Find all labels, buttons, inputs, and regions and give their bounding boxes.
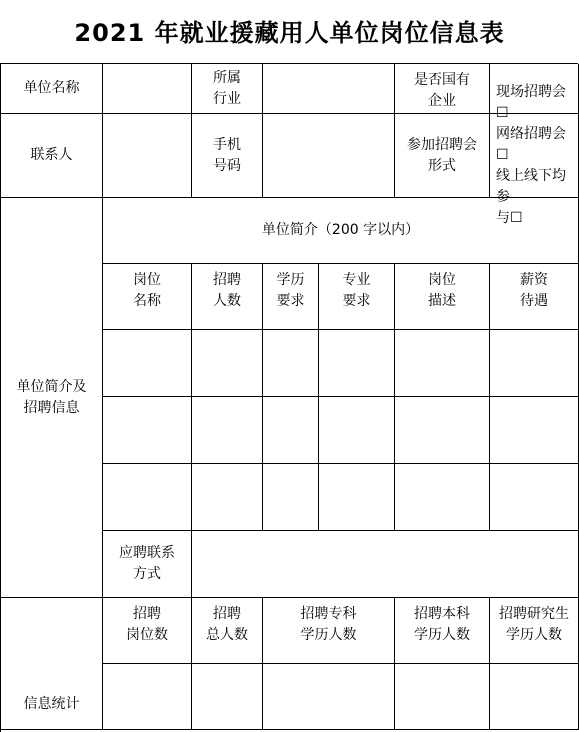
unit-name-label-text: 单位名称 [23,80,80,96]
format-label-text: 参加招聘会 形式 [407,136,477,174]
format-label [395,114,490,198]
table-cell[interactable] [319,464,395,531]
header-major [319,264,395,330]
stats-header-total-text: 招聘 总人数 [206,606,248,643]
stats-value-cell[interactable] [103,664,192,730]
soe-label [395,64,490,114]
header-salary-text: 薪资 待遇 [520,272,548,309]
stats-header-graduate-text: 招聘研究生 学历人数 [499,606,569,643]
table-cell[interactable] [192,464,263,531]
stats-value-cell[interactable] [263,664,395,730]
header-description [395,264,490,330]
stats-header-graduate [490,598,579,664]
industry-label [192,64,263,114]
table-cell[interactable] [263,397,319,464]
stats-header-associate-text: 招聘专科 学历人数 [300,606,357,643]
stats-header-total [192,598,263,664]
format-options[interactable] [490,84,579,226]
table-cell[interactable] [192,397,263,464]
table-cell[interactable] [490,397,579,464]
intro-recruit-label [1,198,103,598]
job-info-table [0,63,578,732]
header-position-name-text: 岗位 名称 [133,272,161,309]
stats-header-positions [103,598,192,664]
header-recruit-count-text: 招聘 人数 [213,272,241,309]
stats-label-text: 信息统计 [23,696,80,712]
stats-label [1,598,103,730]
stats-value-cell[interactable] [192,664,263,730]
table-cell[interactable] [395,464,490,531]
stats-value-cell[interactable] [490,664,579,730]
industry-label-text: 所属 行业 [213,69,241,107]
apply-contact-label-text: 应聘联系 方式 [119,545,175,582]
stats-header-bachelor-text: 招聘本科 学历人数 [414,606,470,643]
format-options-text: 现场招聘会☐ 网络招聘会☐ 线上线下均参 与☐ [496,84,566,226]
table-cell[interactable] [263,330,319,397]
contact-label-text: 联系人 [30,147,73,163]
phone-field[interactable] [263,114,395,198]
table-cell[interactable] [395,330,490,397]
intro-label-text: 单位简介（200 字以内） [261,222,420,238]
intro-recruit-label-text: 单位简介及 招聘信息 [16,378,87,416]
table-cell[interactable] [192,330,263,397]
unit-name-field[interactable] [103,64,192,114]
table-cell[interactable] [263,464,319,531]
header-position-name [103,264,192,330]
header-salary [490,264,579,330]
table-cell[interactable] [319,330,395,397]
stats-header-positions-text: 招聘 岗位数 [126,606,168,643]
phone-label [192,114,263,198]
stats-header-bachelor [395,598,490,664]
soe-label-text: 是否国有 企业 [414,72,470,109]
header-major-text: 专业 要求 [342,272,371,309]
apply-contact-field[interactable] [192,531,579,598]
header-description-text: 岗位 描述 [428,272,456,309]
table-cell[interactable] [490,330,579,397]
table-cell[interactable] [103,330,192,397]
header-recruit-count [192,264,263,330]
table-cell[interactable] [103,464,192,531]
header-education-text: 学历 要求 [276,272,305,309]
industry-field[interactable] [263,64,395,114]
intro-label [103,198,579,264]
contact-label [1,114,103,198]
unit-name-label [1,64,103,114]
apply-contact-label [103,531,192,598]
stats-header-associate [263,598,395,664]
table-cell[interactable] [395,397,490,464]
table-cell[interactable] [319,397,395,464]
contact-field[interactable] [103,114,192,198]
stats-value-cell[interactable] [395,664,490,730]
table-cell[interactable] [490,464,579,531]
phone-label-text: 手机 号码 [213,136,241,174]
table-cell[interactable] [103,397,192,464]
header-education [263,264,319,330]
page-title: 2021 年就业援藏用人单位岗位信息表 [74,18,505,47]
